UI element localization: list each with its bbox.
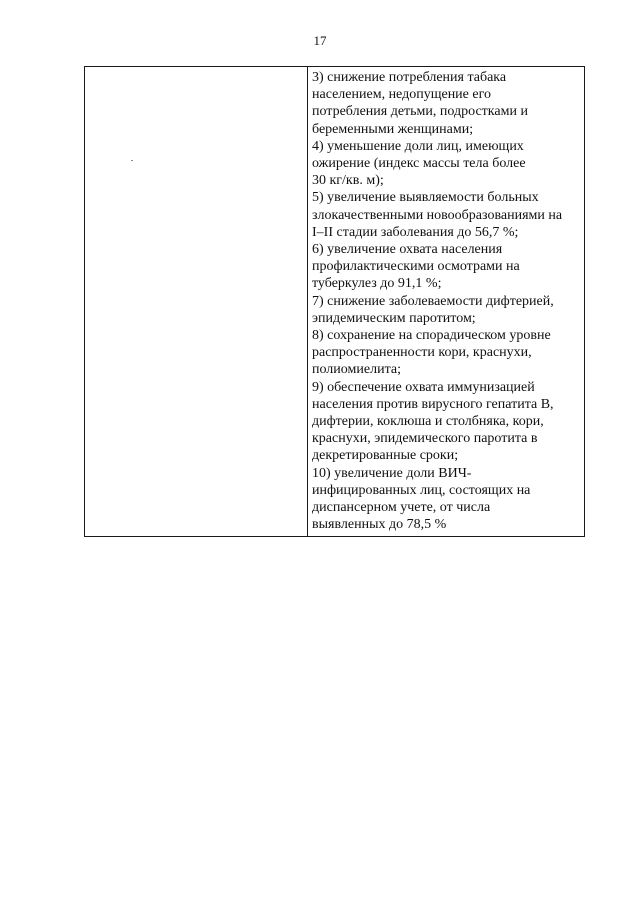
item-line: 8) сохранение на спорадическом уровне: [312, 328, 551, 344]
item-line: населением, недопущение его: [312, 87, 491, 103]
item-line: 30 кг/кв. м);: [312, 173, 384, 189]
item-line: беременными женщинами;: [312, 121, 474, 137]
item-line: 9) обеспечение охвата иммунизацией: [312, 379, 535, 395]
item-line: профилактическими осмотрами на: [312, 259, 520, 275]
table-left-cell: [85, 67, 308, 536]
item-line: туберкулез до 91,1 %;: [312, 276, 442, 292]
list-item: [312, 465, 580, 534]
item-line: краснухи, эпидемического паротита в: [312, 431, 538, 447]
item-line: 10) увеличение доли ВИЧ-: [312, 465, 472, 481]
list-item: [312, 327, 580, 379]
item-line: дифтерии, коклюша и столбняка, кори,: [312, 414, 544, 430]
item-line: полиомиелита;: [312, 362, 401, 378]
item-line: диспансерном учете, от числа: [312, 500, 491, 516]
item-line: потребления детьми, подростками и: [312, 104, 528, 120]
item-line: распространенности кори, краснухи,: [312, 345, 532, 361]
item-line: декретированные сроки;: [312, 448, 459, 464]
item-line: 5) увеличение выявляемости больных: [312, 190, 539, 206]
item-line: выявленных до 78,5 %: [312, 517, 447, 533]
list-item: [312, 241, 580, 293]
goals-table: [84, 66, 585, 537]
list-item: [312, 189, 580, 241]
item-line: 7) снижение заболеваемости дифтерией,: [312, 293, 554, 309]
item-line: 3) снижение потребления табака: [312, 70, 507, 85]
item-line: ожирение (индекс массы тела более: [312, 156, 526, 172]
list-item: [312, 138, 580, 190]
list-item: [312, 293, 580, 327]
item-line: эпидемическим паротитом;: [312, 310, 476, 326]
table-right-cell: [308, 67, 584, 536]
item-line: 4) уменьшение доли лиц, имеющих: [312, 138, 524, 154]
list-item: [312, 379, 580, 465]
item-line: инфицированных лиц, состоящих на: [312, 482, 531, 498]
list-item: [312, 69, 580, 138]
item-line: 6) увеличение охвата населения: [312, 242, 503, 258]
item-line: злокачественными новообразованиями на: [312, 207, 563, 223]
item-line: I–II стадии заболевания до 56,7 %;: [312, 224, 519, 240]
page-number: 17: [313, 33, 327, 48]
item-line: населения против вирусного гепатита В,: [312, 396, 554, 412]
scan-artifact: [131, 160, 133, 161]
